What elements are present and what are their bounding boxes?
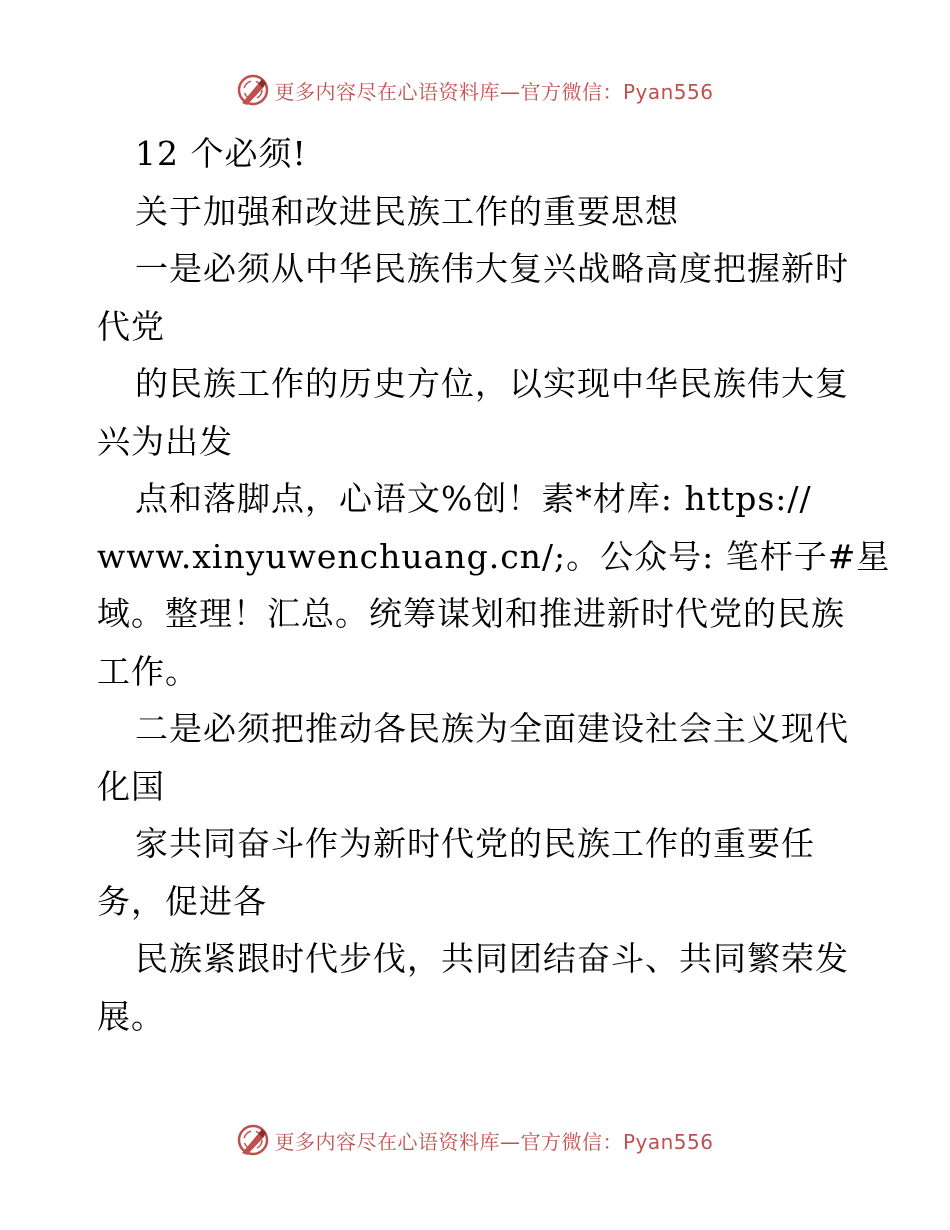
text-line: www.xinyuwenchuang.cn/;。公众号: 笔杆子#星 [97,536,891,576]
text-line: 兴为出发 [97,421,233,461]
text-line: 的民族工作的历史方位，以实现中华民族伟大复 [135,364,849,403]
pen-nib-logo-icon [236,1123,270,1157]
footer-banner-text: 更多内容尽在心语资料库—官方微信：Pyan556 [274,1129,714,1154]
text-line: 家共同奋斗作为新时代党的民族工作的重要任 [135,824,815,863]
header-banner [0,70,950,110]
text-line: 民族紧跟时代步伐，共同团结奋斗、共同繁荣发 [135,939,849,978]
header-banner-text: 更多内容尽在心语资料库—官方微信：Pyan556 [274,79,714,104]
text-line: 工作。 [97,651,199,691]
text-line: 化国 [97,766,165,806]
pen-nib-logo-icon [236,73,270,107]
document-body [97,125,891,1045]
text-line: 域。整理！汇总。统筹谋划和推进新时代党的民族 [97,594,845,633]
footer-banner [0,1120,950,1160]
text-line: 展。 [97,996,165,1036]
text-line: 代党 [97,306,165,346]
text-line: 12 个必须! [135,134,307,173]
text-line: 点和落脚点，心语文%创！素*材库: https:// [135,479,812,518]
text-line: 务，促进各 [97,881,267,921]
text-line: 二是必须把推动各民族为全面建设社会主义现代 [135,709,849,748]
text-line: 一是必须从中华民族伟大复兴战略高度把握新时 [135,249,849,288]
text-line: 关于加强和改进民族工作的重要思想 [135,191,679,231]
